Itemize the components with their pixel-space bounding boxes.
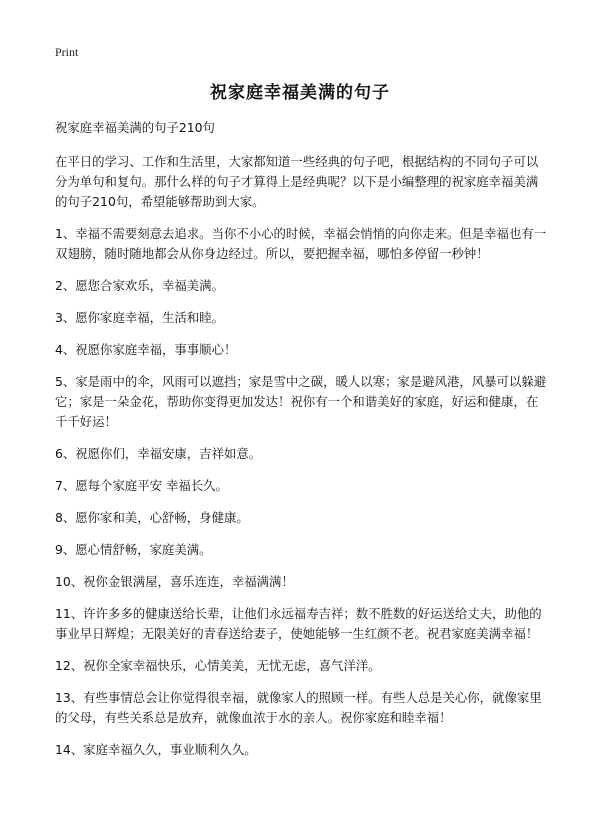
page-title: 祝家庭幸福美满的句子 [210, 83, 390, 103]
list-item: 3、愿你家庭幸福，生活和睦。 [55, 310, 224, 325]
list-item: 14、家庭幸福久久，事业顺利久久。 [55, 742, 257, 757]
list-item: 4、祝愿你家庭幸福，事事顺心！ [55, 342, 237, 357]
list-item: 1、幸福不需要刻意去追求。当你不小心的时候，幸福会悄悄的向你走来。但是幸福也有一双翅膀，随时随地都会从你身边经过。所以，要把握幸福，哪怕多停留一秒钟！ [55, 226, 547, 261]
list-item: 7、愿每个家庭平安 幸福长久。 [55, 478, 228, 493]
list-item: 6、祝愿你们，幸福安康，吉祥如意。 [55, 446, 262, 461]
list-item: 11、许许多多的健康送给长辈，让他们永远福寿吉祥；数不胜数的好运送给丈夫，助他的事业早日辉煌；无限美好的青春送给妻子，使她能够一生红颜不老。祝君家庭美满幸福！ [55, 606, 542, 641]
print-link[interactable]: Print [55, 45, 79, 59]
list-item: 13、有些事情总会让你觉得很幸福，就像家人的照顾一样。有些人总是关心你，就像家里的父母，有些关系总是放弃，就像血浓于水的亲人。祝你家庭和睦幸福！ [55, 690, 542, 725]
article-body [55, 118, 547, 772]
list-item: 9、愿心情舒畅，家庭美满。 [55, 542, 212, 557]
list-item: 10、祝你金银满屋，喜乐连连，幸福满满！ [55, 574, 294, 589]
list-item: 8、愿你家和美，心舒畅，身健康。 [55, 510, 249, 525]
intro-paragraph: 在平日的学习、工作和生活里，大家都知道一些经典的句子吧，根据结构的不同句子可以分为单句和复句。那什么样的句子才算得上是经典呢？以下是小编整理的祝家庭幸福美满的句子210句，希望能够帮助到大家。 [55, 154, 539, 209]
list-item: 5、家是雨中的伞，风雨可以遮挡；家是雪中之碳，暖人以寒；家是避风港，风暴可以躲避它；家是一朵金花，帮助你变得更加发达！祝你有一个和谐美好的家庭，好运和健康，在千千好运！ [55, 374, 547, 429]
list-item: 12、祝你全家幸福快乐，心情美美，无忧无虑，喜气洋洋。 [55, 658, 381, 673]
article-subtitle: 祝家庭幸福美满的句子210句 [55, 120, 215, 135]
list-item: 2、愿您合家欢乐，幸福美满。 [55, 278, 224, 293]
